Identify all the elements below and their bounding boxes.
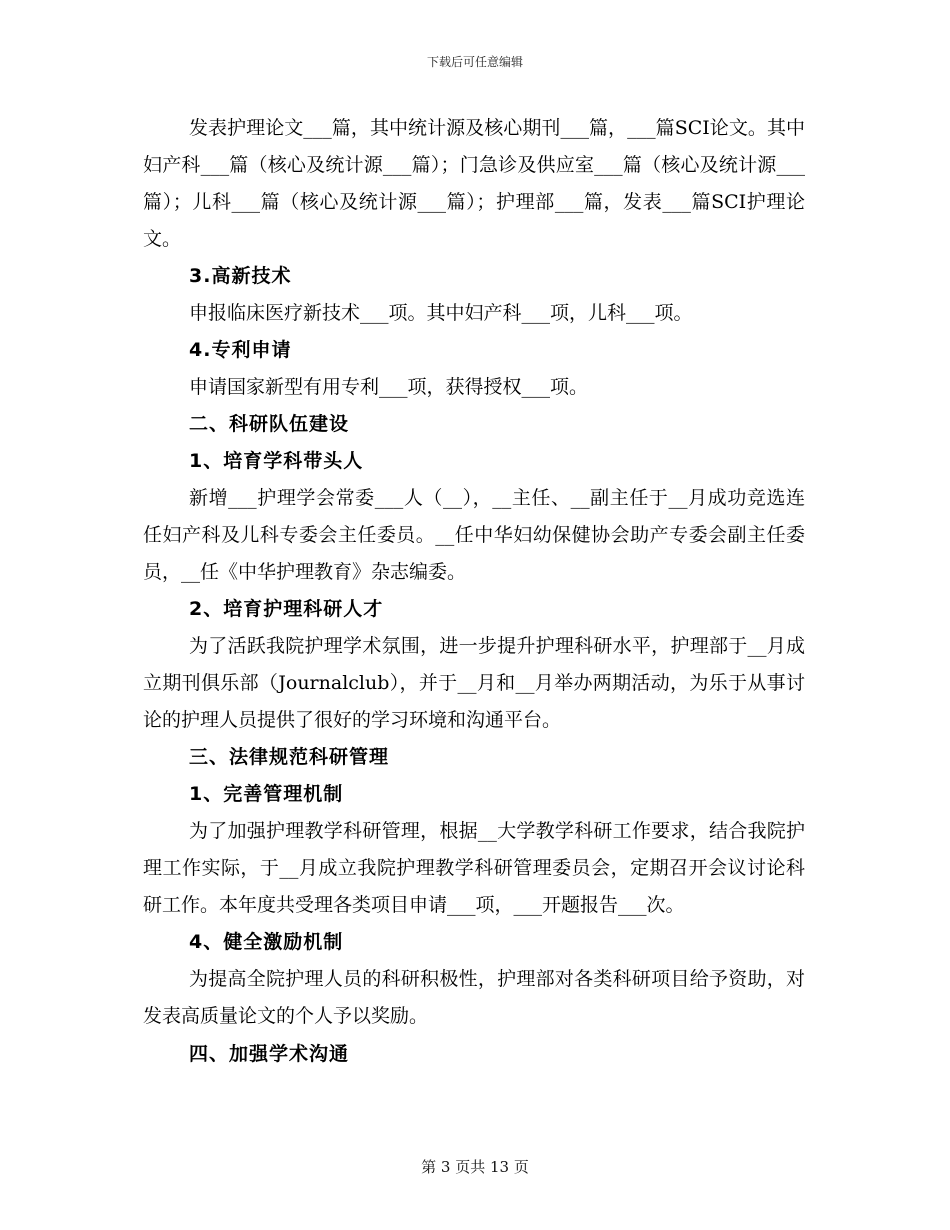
paragraph-discipline-leader: 新增___护理学会常委___人（__），__主任、__副主任于__月成功竞选连任妇产科及儿科专委会主任委员。__任中华妇幼保健协会助产专委会副主任委员，__任《中华护理教育》杂志编委。 (143, 487, 805, 583)
paragraph-research-talent: 为了活跃我院护理学术氛围，进一步提升护理科研水平，护理部于__月成立期刊俱乐部（Journalclub），并于__月和__月举办两期活动，为乐于从事讨论的护理人员提供了很好的学习环境和沟通平台。 (143, 635, 805, 731)
paragraph-incentive-mechanism: 为提高全院护理人员的科研积极性，护理部对各类科研项目给予资助，对发表高质量论文的个人予以奖励。 (143, 968, 805, 1027)
paragraph-high-tech: 申报临床医疗新技术___项。其中妇产科___项，儿科___项。 (189, 302, 693, 324)
heading-research-talent: 2、培育护理科研人才 (189, 598, 384, 620)
page-header: 下载后可任意编辑 (426, 55, 523, 69)
heading-incentive-mechanism: 4、健全激励机制 (189, 931, 344, 953)
heading-legal-management: 三、法律规范科研管理 (189, 746, 390, 768)
page-footer: 第 3 页共 13 页 (421, 1158, 529, 1176)
heading-management-mechanism: 1、完善管理机制 (189, 783, 344, 805)
heading-discipline-leader: 1、培育学科带头人 (189, 450, 364, 472)
heading-high-tech: 3.高新技术 (189, 265, 292, 287)
paragraph-management-mechanism: 为了加强护理教学科研管理，根据__大学教学科研工作要求，结合我院护理工作实际，于__月成立我院护理教学科研管理委员会，定期召开会议讨论科研工作。本年度共受理各类项目申请___项，___开题报告___次。 (143, 820, 805, 916)
paragraph-patent: 申请国家新型有用专利___项，获得授权___项。 (189, 376, 589, 398)
heading-academic-exchange: 四、加强学术沟通 (189, 1043, 350, 1065)
heading-patent: 4.专利申请 (189, 339, 292, 361)
paragraph-papers: 发表护理论文___篇，其中统计源及核心期刊___篇，___篇SCI论文。其中妇产科___篇（核心及统计源___篇）；门急诊及供应室___篇（核心及统计源___篇）；儿科___篇（核心及统计源___篇）；护理部___篇，发表___篇SCI护理论文。 (143, 117, 805, 250)
document-body (143, 110, 805, 1074)
heading-team-building: 二、科研队伍建设 (189, 413, 350, 435)
